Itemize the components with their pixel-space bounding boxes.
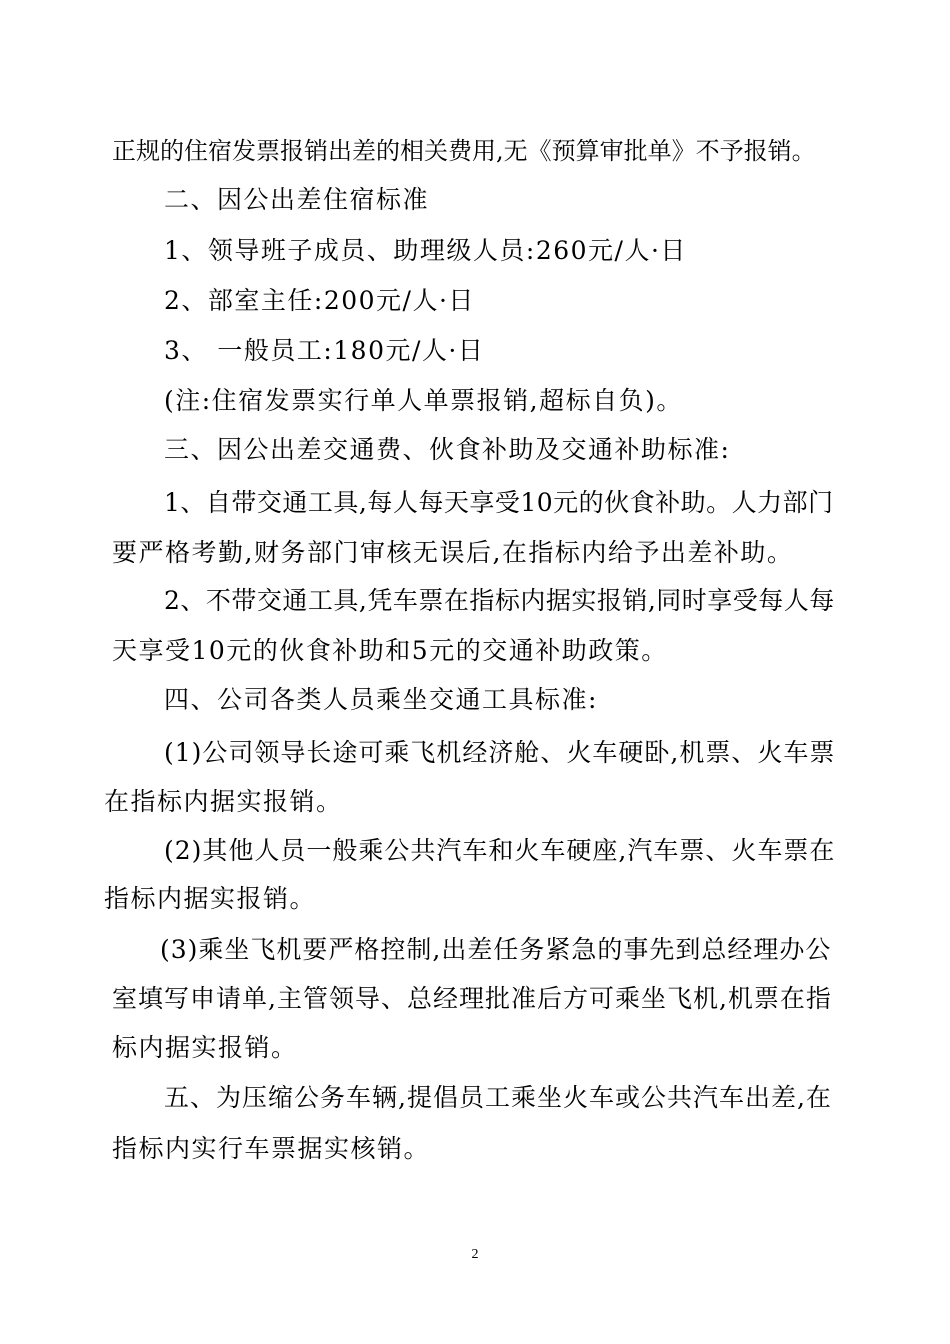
section-heading-4: 四、公司各类人员乘坐交通工具标准: — [164, 685, 598, 714]
section-heading-3: 三、因公出差交通费、伙食补助及交通补助标准: — [164, 435, 731, 464]
text-line-9: 要严格考勤,财务部门审核无误后,在指标内给予出差补助。 — [112, 538, 794, 567]
page-number: 2 — [471, 1247, 479, 1262]
text-line-11: 天享受10元的伙食补助和5元的交通补助政策。 — [112, 636, 668, 665]
text-line-16: 指标内据实报销。 — [104, 884, 317, 913]
text-line-14: 在指标内据实报销。 — [104, 787, 343, 816]
text-line-8: 1、自带交通工具,每人每天享受10元的伙食补助。人力部门 — [164, 488, 834, 517]
text-line-5: 3、 一般员工:180元/人·日 — [164, 336, 485, 365]
section-heading-2: 二、因公出差住宿标准 — [164, 185, 430, 214]
text-line-17: (3)乘坐飞机要严格控制,出差任务紧急的事先到总经理办公 — [160, 935, 832, 964]
text-line-10: 2、不带交通工具,凭车票在指标内据实报销,同时享受每人每 — [164, 586, 835, 615]
text-line-15: (2)其他人员一般乘公共汽车和火车硬座,汽车票、火车票在 — [164, 836, 836, 865]
text-line-1: 正规的住宿发票报销出差的相关费用,无《预算审批单》不予报销。 — [112, 137, 816, 165]
text-line-19: 标内据实报销。 — [112, 1033, 298, 1062]
text-line-4: 2、部室主任:200元/人·日 — [164, 286, 475, 315]
text-line-13: (1)公司领导长途可乘飞机经济舱、火车硬卧,机票、火车票 — [164, 738, 836, 767]
text-line-3: 1、领导班子成员、助理级人员:260元/人·日 — [164, 236, 687, 265]
text-line-18: 室填写申请单,主管领导、总经理批准后方可乘坐飞机,机票在指 — [112, 984, 832, 1013]
note-line: (注:住宿发票实行单人单票报销,超标自负)。 — [164, 386, 683, 415]
text-line-21: 指标内实行车票据实核销。 — [112, 1134, 431, 1163]
section-heading-5: 五、为压缩公务车辆,提倡员工乘坐火车或公共汽车出差,在 — [164, 1083, 832, 1112]
